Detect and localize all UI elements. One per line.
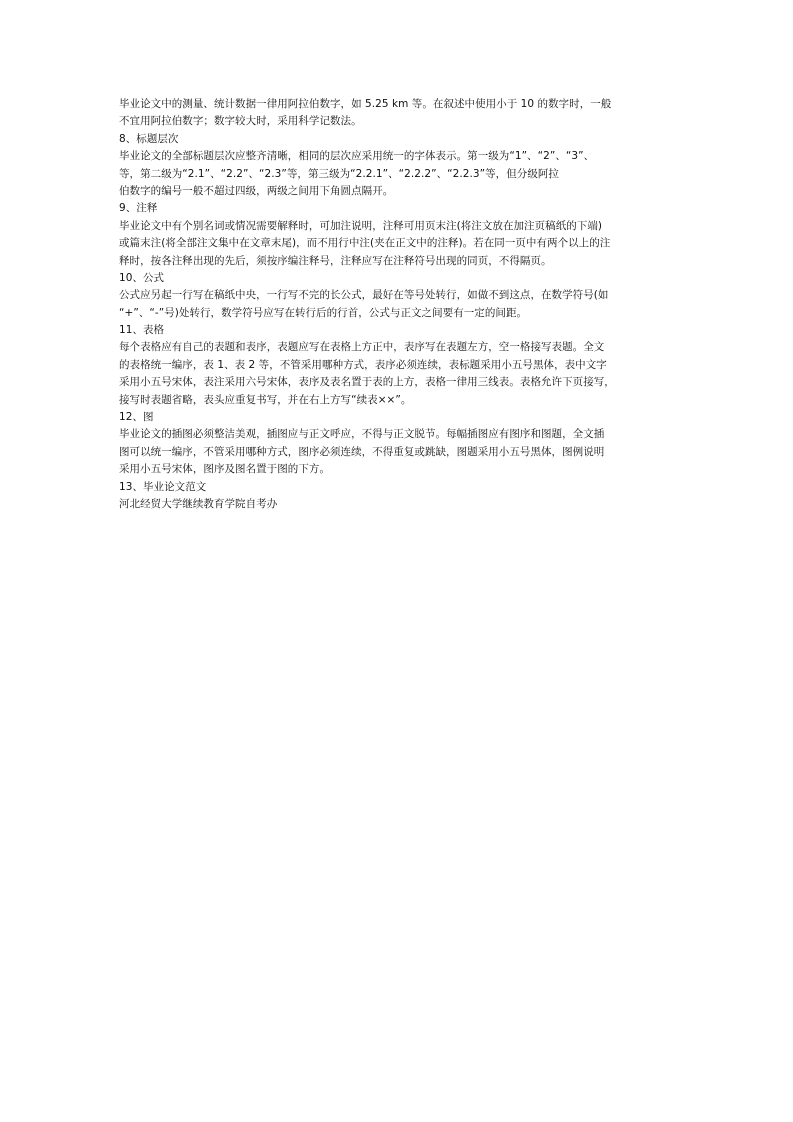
paragraph-line: 的表格统一编序，表 1、表 2 等，不管采用哪种方式，表序必须连续，表标题采用小五号黑体，表中文字 (119, 358, 607, 371)
paragraph-line: 毕业论文的插图必须整洁美观，插图应与正文呼应，不得与正文脱节。每幅插图应有图序和图题，全文插 (119, 428, 605, 441)
paragraph-line: 等，第二级为“2.1”、“2.2”、“2.3”等，第三级为“2.2.1”、“2.2.2”、“2.2.3”等，但分级阿拉 (119, 167, 559, 180)
paragraph-line: 公式应另起一行写在稿纸中央，一行写不完的长公式，最好在等号处转行，如做不到这点，在数学符号(如 (119, 289, 609, 302)
paragraph-line: 采用小五号宋体，表注采用六号宋体，表序及表名置于表的上方，表格一律用三线表。表格允许下页接写， (119, 376, 615, 389)
section-heading: 11、表格 (119, 324, 165, 337)
paragraph-line: 伯数字的编号一般不超过四级，两级之间用下角圆点隔开。 (119, 184, 394, 197)
paragraph-line: 河北经贸大学继续教育学院自考办 (119, 497, 278, 510)
section-heading: 9、注释 (119, 202, 158, 215)
paragraph-line: 采用小五号宋体，图序及图名置于图的下方。 (119, 463, 330, 476)
section-heading: 8、标题层次 (119, 132, 179, 145)
document-body (119, 96, 675, 513)
paragraph-line: 释时，按各注释出现的先后，须按序编注释号，注释应写在注释符号出现的同页，不得隔页。 (119, 254, 552, 267)
paragraph-line: 每个表格应有自己的表题和表序，表题应写在表格上方正中，表序写在表题左方，空一格接写表题。全文 (119, 341, 605, 354)
paragraph-line: 或篇末注(将全部注文集中在文章末尾)，而不用行中注(夹在正文中的注释)。若在同一页中有两个以上的注 (119, 237, 611, 250)
paragraph-line: 图可以统一编序，不管采用哪种方式，图序必须连续，不得重复或跳缺，图题采用小五号黑体，图例说明 (119, 445, 605, 458)
paragraph-line: 毕业论文中有个别名词或情况需要解释时，可加注说明，注释可用页末注(将注文放在加注页稿纸的下端) (119, 219, 603, 232)
section-heading: 13、毕业论文范文 (119, 480, 207, 493)
paragraph-line: 不宜用阿拉伯数字；数字较大时，采用科学记数法。 (119, 115, 362, 128)
section-heading: 12、图 (119, 411, 154, 424)
paragraph-line: “+”、“-”号)处转行，数学符号应写在转行后的行首，公式与正文之间要有一定的间距。 (119, 306, 528, 319)
paragraph-line: 毕业论文的全部标题层次应整齐清晰，相同的层次应采用统一的字体表示。第一级为“1”、“2”、“3”、 (119, 150, 595, 163)
paragraph-line: 接写时表题省略，表头应重复书写，并在右上方写“续表××”。 (119, 393, 412, 406)
section-heading: 10、公式 (119, 271, 165, 284)
paragraph-line: 毕业论文中的测量、统计数据一律用阿拉伯数字，如 5.25 km 等。在叙述中使用小于 10 的数字时，一般 (119, 98, 612, 110)
